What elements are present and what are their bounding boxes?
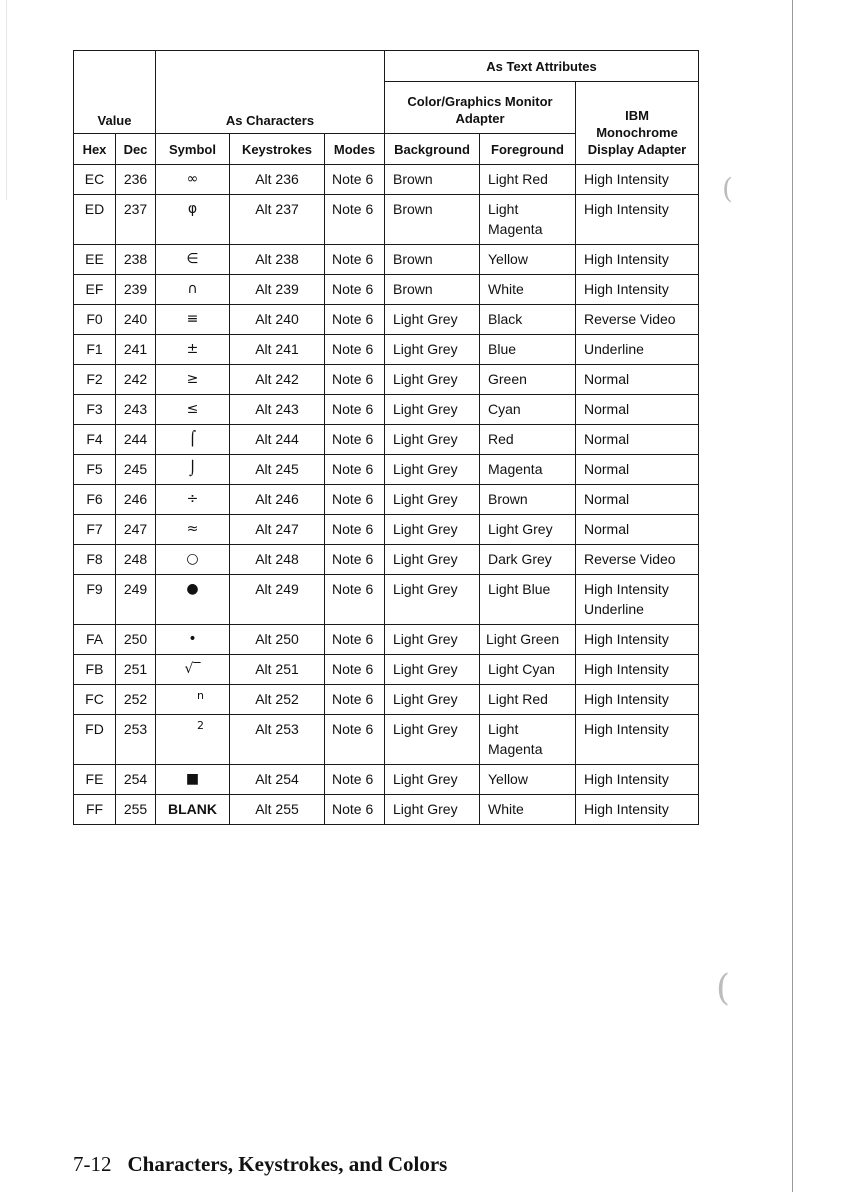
superscript-glyph: 2 xyxy=(197,719,204,732)
symbol-cell: ∈ xyxy=(156,245,230,275)
keystroke-cell: Alt 255 xyxy=(230,795,325,825)
page-number: 7-12 xyxy=(73,1152,112,1176)
symbol-cell: • xyxy=(156,625,230,655)
scan-bracket-mark: ( xyxy=(722,172,733,205)
dec-cell: 239 xyxy=(116,275,156,305)
keystroke-cell: Alt 249 xyxy=(230,575,325,625)
dec-cell: 254 xyxy=(116,765,156,795)
foreground-cell: Yellow xyxy=(480,245,576,275)
mode-cell: Note 6 xyxy=(325,485,385,515)
dec-cell: 247 xyxy=(116,515,156,545)
mode-cell: Note 6 xyxy=(325,575,385,625)
foreground-cell: Cyan xyxy=(480,395,576,425)
monochrome-cell: High Intensity xyxy=(576,195,699,245)
dec-cell: 241 xyxy=(116,335,156,365)
table-row xyxy=(74,395,699,425)
symbol-cell: ≈ xyxy=(156,515,230,545)
hex-cell: F2 xyxy=(74,365,116,395)
keystroke-cell: Alt 236 xyxy=(230,165,325,195)
dec-cell: 251 xyxy=(116,655,156,685)
header-foreground: Foreground xyxy=(480,134,576,165)
mode-cell: Note 6 xyxy=(325,765,385,795)
symbol-cell: ÷ xyxy=(156,485,230,515)
hex-cell: F8 xyxy=(74,545,116,575)
background-cell: Brown xyxy=(385,165,480,195)
keystroke-cell: Alt 245 xyxy=(230,455,325,485)
hex-cell: F7 xyxy=(74,515,116,545)
background-cell: Light Grey xyxy=(385,655,480,685)
symbol-cell: √‾ xyxy=(156,655,230,685)
mode-cell: Note 6 xyxy=(325,655,385,685)
scan-bracket-mark: ( xyxy=(716,968,731,1009)
mode-cell: Note 6 xyxy=(325,365,385,395)
monochrome-cell: Normal xyxy=(576,455,699,485)
hex-cell: FC xyxy=(74,685,116,715)
dec-cell: 244 xyxy=(116,425,156,455)
monochrome-cell: High Intensity xyxy=(576,795,699,825)
mode-cell: Note 6 xyxy=(325,455,385,485)
background-cell: Light Grey xyxy=(385,335,480,365)
keystroke-cell: Alt 253 xyxy=(230,715,325,765)
hex-cell: ED xyxy=(74,195,116,245)
foreground-cell: Magenta xyxy=(480,455,576,485)
foreground-cell: Light Red xyxy=(480,685,576,715)
table-row xyxy=(74,655,699,685)
dec-cell: 236 xyxy=(116,165,156,195)
dec-cell: 255 xyxy=(116,795,156,825)
hex-cell: FF xyxy=(74,795,116,825)
hex-cell: F5 xyxy=(74,455,116,485)
monochrome-cell: Normal xyxy=(576,365,699,395)
header-as-characters: As Characters xyxy=(156,51,385,134)
keystroke-cell: Alt 251 xyxy=(230,655,325,685)
background-cell: Light Grey xyxy=(385,715,480,765)
mode-cell: Note 6 xyxy=(325,195,385,245)
monochrome-cell: Normal xyxy=(576,425,699,455)
keystroke-cell: Alt 250 xyxy=(230,625,325,655)
monochrome-cell: High Intensity xyxy=(576,245,699,275)
mode-cell: Note 6 xyxy=(325,275,385,305)
background-cell: Light Grey xyxy=(385,685,480,715)
monochrome-cell: High Intensity Underline xyxy=(576,575,699,625)
symbol-cell: φ xyxy=(156,195,230,245)
foreground-cell: Light Magenta xyxy=(480,715,576,765)
symbol-cell: ≤ xyxy=(156,395,230,425)
monochrome-cell: High Intensity xyxy=(576,685,699,715)
keystroke-cell: Alt 243 xyxy=(230,395,325,425)
dec-cell: 248 xyxy=(116,545,156,575)
background-cell: Light Grey xyxy=(385,485,480,515)
ibm-monochrome-label: IBM Monochrome Display Adapter xyxy=(587,108,687,157)
keystroke-cell: Alt 248 xyxy=(230,545,325,575)
keystroke-cell: Alt 252 xyxy=(230,685,325,715)
background-cell: Light Grey xyxy=(385,455,480,485)
symbol-cell: ≥ xyxy=(156,365,230,395)
mode-cell: Note 6 xyxy=(325,395,385,425)
foreground-cell: White xyxy=(480,275,576,305)
dec-cell: 237 xyxy=(116,195,156,245)
symbol-cell xyxy=(156,685,230,715)
background-cell: Light Grey xyxy=(385,425,480,455)
monochrome-cell: Normal xyxy=(576,515,699,545)
monochrome-cell: Reverse Video xyxy=(576,305,699,335)
hex-cell: EE xyxy=(74,245,116,275)
background-cell: Light Grey xyxy=(385,765,480,795)
background-cell: Light Grey xyxy=(385,305,480,335)
table-row xyxy=(74,795,699,825)
foreground-cell: Light Red xyxy=(480,165,576,195)
foreground-cell: Light Blue xyxy=(480,575,576,625)
page-footer xyxy=(73,1152,447,1177)
foreground-cell: Light Grey xyxy=(480,515,576,545)
background-cell: Light Grey xyxy=(385,515,480,545)
hex-cell: FD xyxy=(74,715,116,765)
foreground-cell: Light Green xyxy=(480,625,576,655)
foreground-cell: Yellow xyxy=(480,765,576,795)
table-row xyxy=(74,625,699,655)
mode-cell: Note 6 xyxy=(325,625,385,655)
monochrome-cell: High Intensity xyxy=(576,625,699,655)
mode-cell: Note 6 xyxy=(325,335,385,365)
background-cell: Light Grey xyxy=(385,625,480,655)
keystroke-cell: Alt 254 xyxy=(230,765,325,795)
table-row xyxy=(74,165,699,195)
table-row xyxy=(74,575,699,625)
background-cell: Light Grey xyxy=(385,395,480,425)
keystroke-cell: Alt 246 xyxy=(230,485,325,515)
hex-cell: FE xyxy=(74,765,116,795)
hex-cell: F6 xyxy=(74,485,116,515)
header-symbol: Symbol xyxy=(156,134,230,165)
background-cell: Light Grey xyxy=(385,795,480,825)
hex-cell: F1 xyxy=(74,335,116,365)
superscript-glyph: n xyxy=(197,689,204,702)
header-color-graphics xyxy=(385,82,576,134)
foreground-cell: Green xyxy=(480,365,576,395)
hex-cell: FB xyxy=(74,655,116,685)
table-row xyxy=(74,275,699,305)
character-code-table xyxy=(73,50,699,825)
dec-cell: 250 xyxy=(116,625,156,655)
symbol-cell: ± xyxy=(156,335,230,365)
foreground-cell: Light Magenta xyxy=(480,195,576,245)
symbol-cell: ⌠ xyxy=(156,425,230,455)
symbol-cell: ● xyxy=(156,575,230,625)
foreground-cell: Light Cyan xyxy=(480,655,576,685)
table-row xyxy=(74,765,699,795)
dec-cell: 249 xyxy=(116,575,156,625)
monochrome-cell: Underline xyxy=(576,335,699,365)
hex-cell: EF xyxy=(74,275,116,305)
monochrome-cell: Normal xyxy=(576,485,699,515)
monochrome-cell: High Intensity xyxy=(576,655,699,685)
dec-cell: 246 xyxy=(116,485,156,515)
dec-cell: 240 xyxy=(116,305,156,335)
keystroke-cell: Alt 241 xyxy=(230,335,325,365)
symbol-cell: ■ xyxy=(156,765,230,795)
header-modes: Modes xyxy=(325,134,385,165)
mode-cell: Note 6 xyxy=(325,685,385,715)
mode-cell: Note 6 xyxy=(325,425,385,455)
table-row xyxy=(74,515,699,545)
symbol-cell: ○ xyxy=(156,545,230,575)
header-hex: Hex xyxy=(74,134,116,165)
keystroke-cell: Alt 238 xyxy=(230,245,325,275)
keystroke-cell: Alt 239 xyxy=(230,275,325,305)
dec-cell: 243 xyxy=(116,395,156,425)
header-dec: Dec xyxy=(116,134,156,165)
background-cell: Brown xyxy=(385,245,480,275)
foreground-cell: Dark Grey xyxy=(480,545,576,575)
table-row xyxy=(74,685,699,715)
mode-cell: Note 6 xyxy=(325,305,385,335)
keystroke-cell: Alt 237 xyxy=(230,195,325,245)
mode-cell: Note 6 xyxy=(325,545,385,575)
monochrome-cell: High Intensity xyxy=(576,165,699,195)
foreground-cell: Brown xyxy=(480,485,576,515)
header-background: Background xyxy=(385,134,480,165)
header-keystrokes: Keystrokes xyxy=(230,134,325,165)
mode-cell: Note 6 xyxy=(325,245,385,275)
dec-cell: 252 xyxy=(116,685,156,715)
keystroke-cell: Alt 242 xyxy=(230,365,325,395)
foreground-cell: Blue xyxy=(480,335,576,365)
monochrome-cell: High Intensity xyxy=(576,715,699,765)
background-cell: Brown xyxy=(385,275,480,305)
table-row xyxy=(74,545,699,575)
table-row xyxy=(74,425,699,455)
table-row xyxy=(74,195,699,245)
hex-cell: F3 xyxy=(74,395,116,425)
table-row xyxy=(74,245,699,275)
symbol-cell: BLANK xyxy=(156,795,230,825)
monochrome-cell: High Intensity xyxy=(576,275,699,305)
background-cell: Brown xyxy=(385,195,480,245)
background-cell: Light Grey xyxy=(385,545,480,575)
foreground-cell: Red xyxy=(480,425,576,455)
mode-cell: Note 6 xyxy=(325,165,385,195)
hex-cell: F9 xyxy=(74,575,116,625)
symbol-cell: ⌡ xyxy=(156,455,230,485)
symbol-cell xyxy=(156,715,230,765)
header-ibm-monochrome xyxy=(576,82,699,165)
table-row xyxy=(74,335,699,365)
color-graphics-label: Color/Graphics Monitor Adapter xyxy=(407,94,553,126)
table-row xyxy=(74,485,699,515)
dec-cell: 253 xyxy=(116,715,156,765)
hex-cell: F4 xyxy=(74,425,116,455)
header-as-text-attributes: As Text Attributes xyxy=(385,51,699,82)
symbol-cell: ∞ xyxy=(156,165,230,195)
table-row xyxy=(74,305,699,335)
mode-cell: Note 6 xyxy=(325,795,385,825)
page-edge-rule xyxy=(792,0,793,1192)
background-cell: Light Grey xyxy=(385,575,480,625)
monochrome-cell: Normal xyxy=(576,395,699,425)
header-value: Value xyxy=(74,51,156,134)
dec-cell: 238 xyxy=(116,245,156,275)
keystroke-cell: Alt 244 xyxy=(230,425,325,455)
hex-cell: F0 xyxy=(74,305,116,335)
page-margin-rule xyxy=(6,0,7,200)
monochrome-cell: High Intensity xyxy=(576,765,699,795)
hex-cell: FA xyxy=(74,625,116,655)
dec-cell: 242 xyxy=(116,365,156,395)
table-row xyxy=(74,455,699,485)
dec-cell: 245 xyxy=(116,455,156,485)
foreground-cell: Black xyxy=(480,305,576,335)
table-body xyxy=(74,165,699,825)
symbol-cell: ≡ xyxy=(156,305,230,335)
keystroke-cell: Alt 247 xyxy=(230,515,325,545)
chapter-title: Characters, Keystrokes, and Colors xyxy=(127,1152,448,1176)
monochrome-cell: Reverse Video xyxy=(576,545,699,575)
foreground-cell: White xyxy=(480,795,576,825)
mode-cell: Note 6 xyxy=(325,515,385,545)
symbol-cell: ∩ xyxy=(156,275,230,305)
background-cell: Light Grey xyxy=(385,365,480,395)
table-row xyxy=(74,365,699,395)
keystroke-cell: Alt 240 xyxy=(230,305,325,335)
hex-cell: EC xyxy=(74,165,116,195)
mode-cell: Note 6 xyxy=(325,715,385,765)
table-row xyxy=(74,715,699,765)
